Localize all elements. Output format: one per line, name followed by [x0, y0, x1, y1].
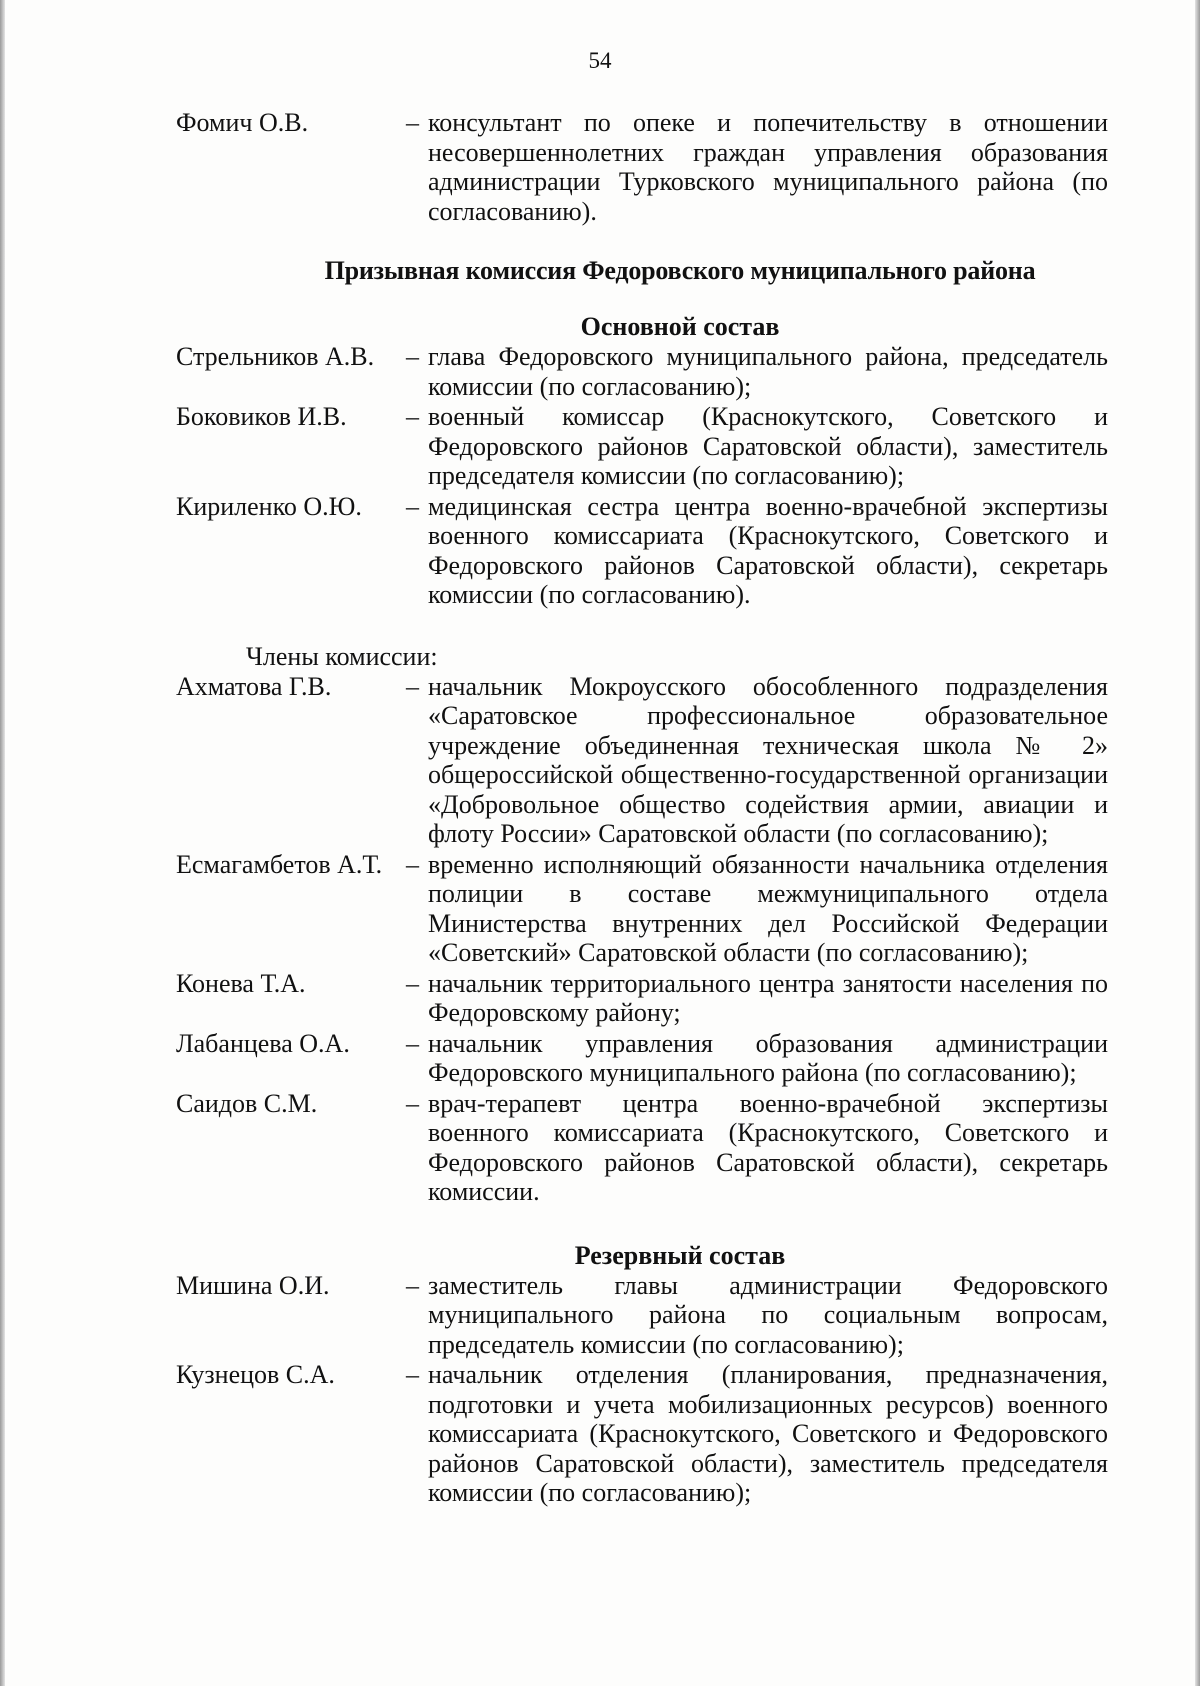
- reserve-entry: [176, 1360, 1108, 1508]
- commission-title: Призывная комиссия Федоровского муниципального района: [324, 256, 1036, 285]
- intro-entry: [176, 108, 1108, 226]
- entry-description: врач-терапевт центра военно-врачебной экспертизы военного комиссариата (Краснокутского, Советского и Федоровского районов Саратовской области), секретарь комиссии.: [428, 1088, 1108, 1206]
- entry-name: Лабанцева О.А.: [176, 1028, 350, 1058]
- member-entry: [176, 1089, 1108, 1207]
- document-content: [176, 108, 1108, 1508]
- members-label: Члены комиссии:: [246, 641, 438, 671]
- entry-name: Ахматова Г.В.: [176, 671, 332, 701]
- entry-description: глава Федоровского муниципального района, председатель комиссии (по согласованию);: [428, 342, 1108, 401]
- main-section-title: Основной состав: [580, 312, 780, 341]
- entry-name: Кузнецов С.А.: [176, 1360, 335, 1389]
- entry-dash: –: [406, 342, 419, 371]
- entry-dash: –: [406, 1028, 419, 1058]
- entry-dash: –: [406, 1088, 419, 1118]
- entry-description: медицинская сестра центра военно-врачебной экспертизы военного комиссариата (Краснокутского, Советского и Федоровского районов Саратовской области), секретарь комиссии (по согласованию).: [428, 491, 1108, 609]
- entry-dash: –: [406, 491, 419, 521]
- entry-name: Саидов С.М.: [176, 1088, 318, 1118]
- entry-description: заместитель главы администрации Федоровского муниципального района по социальным вопросам, председатель комиссии (по согласованию);: [428, 1270, 1108, 1359]
- entry-name: Мишина О.И.: [176, 1270, 330, 1300]
- member-entry: [176, 850, 1108, 968]
- entry-description: консультант по опеке и попечительству в отношении несовершеннолетних граждан управления образования администрации Турковского муниципального района (по согласованию).: [428, 108, 1108, 226]
- entry-name: Конева Т.А.: [176, 968, 306, 998]
- member-entry: [176, 969, 1108, 1028]
- scan-edge-right: [1195, 0, 1200, 1686]
- entry-description: начальник Мокроусского обособленного подразделения «Саратовское профессиональное образовательное учреждение объединенная техническая школа № 2» общероссийской общественно-государственной организации «Добровольное общество содействия армии, авиации и флоту России» Саратовской области (по согласованию);: [428, 671, 1108, 848]
- entry-dash: –: [406, 849, 419, 879]
- entry-dash: –: [406, 1360, 419, 1389]
- scan-edge-left: [0, 0, 5, 1686]
- main-entry: [176, 492, 1108, 610]
- page-number: 54: [588, 48, 612, 73]
- entry-name: Есмагамбетов А.Т.: [176, 849, 383, 879]
- entry-dash: –: [406, 671, 419, 701]
- entry-description: начальник отделения (планирования, предназначения, подготовки и учета мобилизационных ресурсов) военного комиссариата (Краснокутского, Советского и Федоровского районов Саратовской области), заместитель председателя комиссии (по согласованию);: [428, 1360, 1108, 1507]
- entry-name: Боковиков И.В.: [176, 402, 347, 431]
- entry-dash: –: [406, 1270, 419, 1300]
- member-entry: [176, 672, 1108, 849]
- entry-name: Кириленко О.Ю.: [176, 491, 362, 521]
- member-entry: [176, 1029, 1108, 1088]
- reserve-section-title: Резервный состав: [574, 1240, 786, 1270]
- entry-description: начальник территориального центра занятости населения по Федоровскому району;: [428, 968, 1108, 1027]
- entry-description: начальник управления образования администрации Федоровского муниципального района (по согласованию);: [428, 1028, 1108, 1087]
- reserve-entry: [176, 1271, 1108, 1360]
- entry-name: Фомич О.В.: [176, 108, 309, 137]
- entry-dash: –: [406, 108, 419, 137]
- main-entry: [176, 342, 1108, 401]
- entry-dash: –: [406, 402, 419, 431]
- entry-description: военный комиссар (Краснокутского, Советского и Федоровского районов Саратовской области), заместитель председателя комиссии (по согласованию);: [428, 402, 1108, 490]
- entry-dash: –: [406, 968, 419, 998]
- main-entry: [176, 402, 1108, 491]
- entry-description: временно исполняющий обязанности начальника отделения полиции в составе межмуниципального отдела Министерства внутренних дел Российской Федерации «Советский» Саратовской области (по согласованию);: [428, 849, 1108, 967]
- entry-name: Стрельников А.В.: [176, 342, 375, 371]
